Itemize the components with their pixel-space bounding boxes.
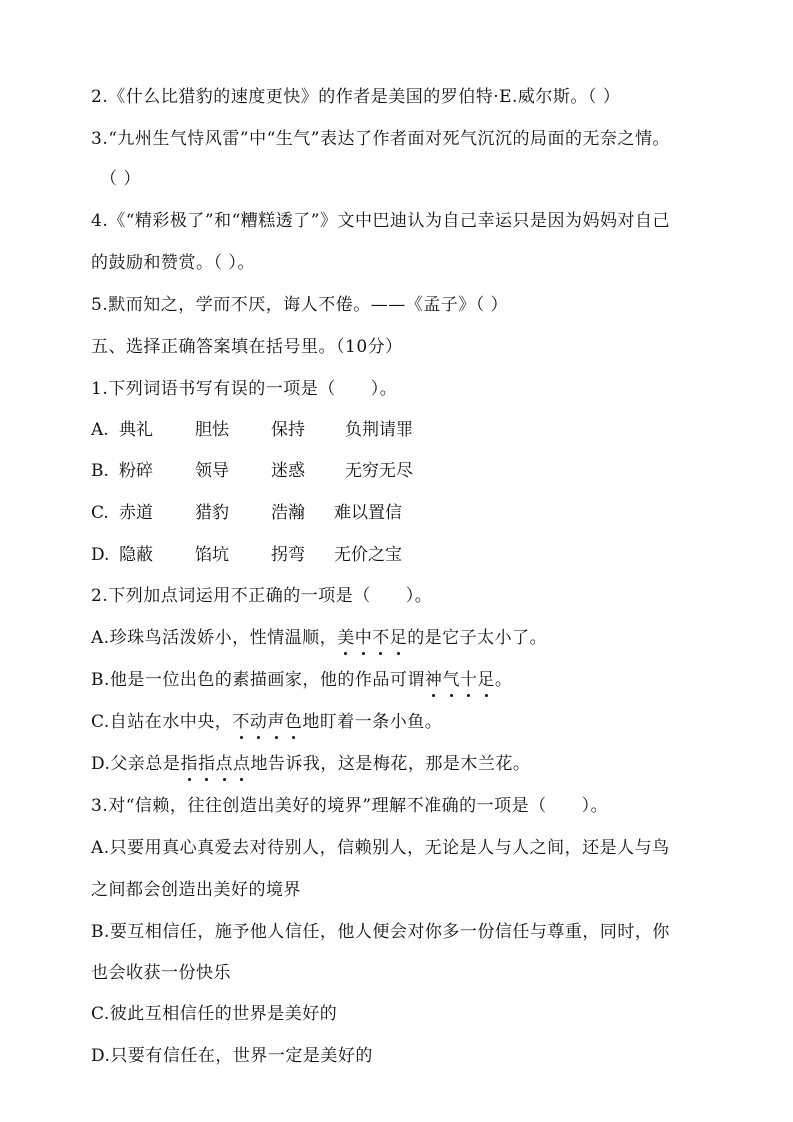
dotted-char: 足 xyxy=(389,628,408,648)
choice-q2-option-c xyxy=(91,711,713,733)
option-word: 浩瀚 xyxy=(271,503,305,523)
choice-q3-option-a-line1: A.只要用真心真爱去对待别人，信赖别人，无论是人与人之间，还是人与鸟 xyxy=(91,838,670,858)
dotted-char: 色 xyxy=(284,712,303,732)
option-word: 胆怯 xyxy=(195,420,229,440)
choice-q3-option-c: C.彼此互相信任的世界是美好的 xyxy=(91,1004,338,1024)
option-word: 难以置信 xyxy=(334,503,402,523)
option-word: 无穷无尽 xyxy=(345,461,413,481)
judge-q4-line1: 4.《“精彩极了”和“糟糕透了”》文中巴迪认为自己幸运只是因为妈妈对自己 xyxy=(91,211,670,231)
option-word: 迷惑 xyxy=(271,461,305,481)
choice-q3-stem: 3.对“信赖，往往创造出美好的境界”理解不准确的一项是（ ）。 xyxy=(91,796,609,816)
dotted-char: 十 xyxy=(459,670,478,690)
choice-q2-stem: 2.下列加点词运用不正确的一项是（ ）。 xyxy=(91,586,433,606)
judge-q2: 2.《什么比猎豹的速度更快》的作者是美国的罗伯特·E.威尔斯。（ ） xyxy=(91,87,621,107)
choice-q2-option-a xyxy=(91,627,713,649)
dotted-char: 指 xyxy=(180,754,198,774)
option-word: 无价之宝 xyxy=(334,545,402,565)
choice-q3-option-d: D.只要有信任在，世界一定是美好的 xyxy=(91,1046,373,1066)
option-text: B.他是一位出色的素描画家，他的作品可谓 xyxy=(91,670,425,690)
option-text: 地告诉我，这是梅花，那是木兰花。 xyxy=(250,754,531,774)
judge-q4-line2: 的鼓励和赞赏。（ ）。 xyxy=(91,253,255,273)
choice-q2-option-b xyxy=(91,669,713,691)
choice-q2-option-d xyxy=(91,753,713,775)
dotted-char: 神 xyxy=(424,670,443,690)
dotted-char: 动 xyxy=(249,712,268,732)
dotted-word xyxy=(337,628,407,648)
choice-q3-option-a-line2: 之间都会创造出美好的境界 xyxy=(91,880,301,900)
option-word: 猎豹 xyxy=(195,503,229,523)
option-label: B. xyxy=(91,461,109,481)
dotted-char: 美 xyxy=(337,628,355,648)
option-text: 。 xyxy=(494,670,513,690)
option-label: C. xyxy=(91,503,109,523)
option-text: A.珍珠鸟活泼娇小，性情温顺， xyxy=(91,628,338,648)
dotted-char: 不 xyxy=(232,712,250,732)
dotted-word xyxy=(232,712,302,732)
option-word: 负荆请罪 xyxy=(345,420,413,440)
dotted-char: 点 xyxy=(232,754,251,774)
dotted-word xyxy=(425,670,495,690)
dotted-char: 点 xyxy=(215,754,233,774)
judge-q5: 5.默而知之，学而不厌，诲人不倦。——《孟子》（ ） xyxy=(91,295,509,315)
dotted-char: 不 xyxy=(372,628,390,648)
option-word: 保持 xyxy=(271,420,305,440)
dotted-char: 气 xyxy=(442,670,460,690)
option-word: 粉碎 xyxy=(119,461,153,481)
judge-q3-line1: 3.“九州生气恃风雷”中“生气”表达了作者面对死气沉沉的局面的无奈之情。 xyxy=(91,129,670,149)
section-five-title: 五、选择正确答案填在括号里。（10分） xyxy=(91,337,403,357)
choice-q1-stem: 1.下列词语书写有误的一项是（ ）。 xyxy=(91,379,398,399)
option-text: 的是它子太小了。 xyxy=(407,628,548,648)
option-text: D.父亲总是 xyxy=(91,754,181,774)
choice-q3-option-b-line1: B.要互相信任，施予他人信任，他人便会对你多一份信任与尊重，同时，你 xyxy=(91,922,670,942)
option-label: A. xyxy=(91,420,109,440)
dotted-char: 声 xyxy=(267,712,285,732)
option-text: C.自站在水中央， xyxy=(91,712,233,732)
option-text: 地盯着一条小鱼。 xyxy=(302,712,443,732)
option-word: 馅坑 xyxy=(195,545,229,565)
option-word: 赤道 xyxy=(119,503,153,523)
choice-q3-option-b-line2: 也会收获一份快乐 xyxy=(91,963,231,983)
option-word: 典礼 xyxy=(119,420,153,440)
option-word: 隐蔽 xyxy=(119,545,153,565)
option-word: 拐弯 xyxy=(271,545,305,565)
option-label: D. xyxy=(91,545,110,565)
judge-q3-line2: （ ） xyxy=(100,169,141,189)
dotted-char: 中 xyxy=(354,628,373,648)
dotted-char: 足 xyxy=(477,670,495,690)
dotted-char: 指 xyxy=(197,754,216,774)
dotted-word xyxy=(180,754,250,774)
option-word: 领导 xyxy=(195,461,229,481)
